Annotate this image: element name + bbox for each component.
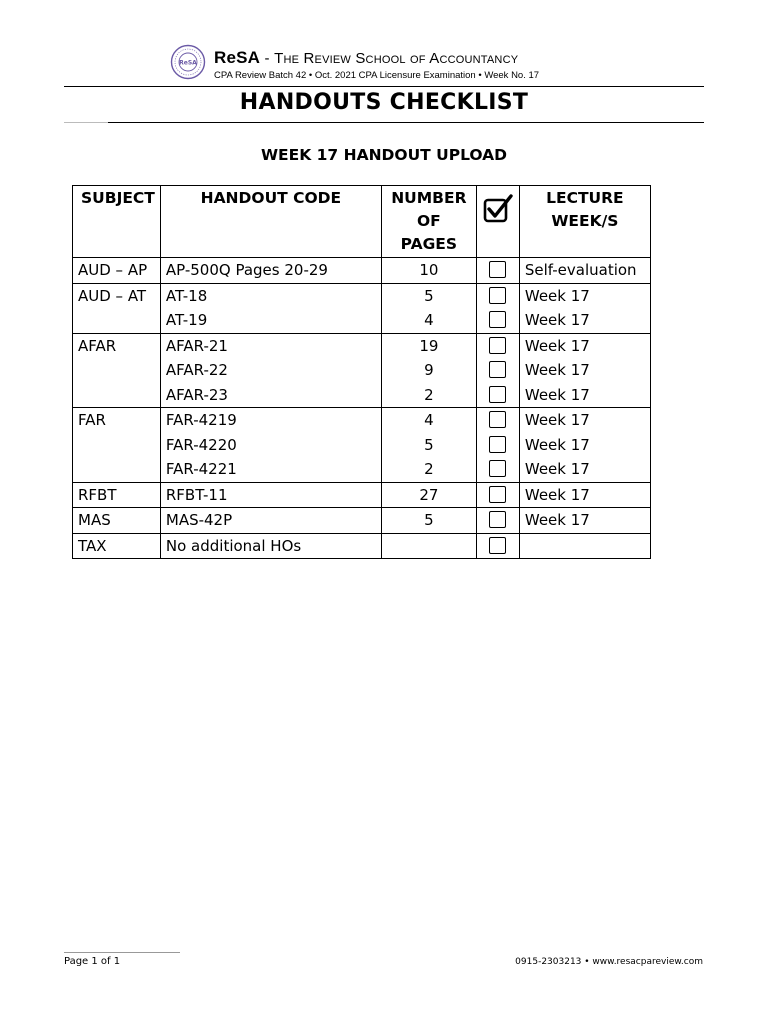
checkbox-cell (476, 508, 519, 534)
lecture-week: Week 17 (524, 311, 590, 329)
handout-code-cell (160, 533, 381, 559)
checkbox-row (482, 258, 514, 283)
table-row (73, 533, 651, 559)
handout-checkbox[interactable] (489, 511, 506, 528)
checkbox-row (482, 408, 514, 433)
checkbox-cell (476, 258, 519, 284)
handout-code-cell (160, 333, 381, 408)
page-count: 2 (424, 460, 434, 478)
handout-code: FAR-4221 (165, 460, 237, 478)
handout-checkbox[interactable] (489, 311, 506, 328)
pages-cell (381, 333, 476, 408)
page-count (387, 534, 471, 559)
header-pages-line1: NUMBER (391, 189, 467, 207)
subject-label: AUD – AP (78, 261, 148, 279)
lecture-week (525, 534, 645, 559)
handout-code: AFAR-23 (165, 385, 228, 404)
handout-checkbox[interactable] (489, 287, 506, 304)
lecture-week: Week 17 (524, 485, 590, 504)
handout-checkbox[interactable] (489, 361, 506, 378)
handout-code: No additional HOs (165, 536, 302, 555)
page-number: Page 1 of 1 (64, 956, 121, 967)
header-check (476, 186, 519, 258)
subject-cell (73, 258, 161, 284)
handout-code: FAR-4219 (165, 411, 237, 429)
pages-cell (381, 482, 476, 508)
lecture-week-cell (519, 508, 650, 534)
page-count: 4 (424, 311, 434, 329)
lecture-week-cell (519, 482, 650, 508)
page-title: HANDOUTS CHECKLIST (239, 90, 529, 115)
page-count: 4 (424, 411, 434, 429)
subject-label: RFBT (78, 485, 117, 504)
subject-label: MAS (78, 511, 111, 529)
handout-code-cell (160, 408, 381, 483)
handout-code-cell (160, 258, 381, 284)
lecture-week: Week 17 (524, 385, 590, 404)
subject-label: FAR (78, 411, 106, 429)
subject-cell (73, 508, 161, 534)
handout-checkbox[interactable] (489, 436, 506, 453)
checkbox-row (482, 334, 514, 359)
table-row (73, 258, 651, 284)
checkbox-row (482, 508, 514, 533)
handout-checkbox[interactable] (489, 337, 506, 354)
checkbox-row (482, 383, 514, 408)
subject-cell (73, 408, 161, 483)
table-row (73, 283, 651, 333)
school-name: The Review School of Accountancy (274, 50, 519, 67)
page-count: 5 (424, 511, 434, 529)
handout-code: FAR-4220 (165, 435, 237, 454)
subject-label: AFAR (78, 336, 117, 355)
lecture-week-cell (519, 283, 650, 333)
brand-name: ReSA (214, 48, 261, 67)
checkbox-row (482, 457, 514, 482)
header-subject: SUBJECT (73, 186, 161, 258)
page-count: 9 (424, 361, 434, 379)
header-number-of-pages (381, 186, 476, 258)
checkbox-cell (476, 408, 519, 483)
lecture-week: Week 17 (524, 336, 590, 355)
checkbox-cell (476, 533, 519, 559)
brand-separator: - (260, 50, 275, 67)
table-row (73, 482, 651, 508)
handout-code-cell (160, 283, 381, 333)
handout-code: AT-18 (165, 286, 208, 305)
pages-cell (381, 508, 476, 534)
handout-checkbox[interactable] (489, 537, 506, 554)
subject-cell (73, 283, 161, 333)
lecture-week-cell (519, 258, 650, 284)
footer-rule (64, 952, 180, 953)
checkbox-row (482, 534, 514, 559)
header-lecture-line2: WEEK/S (551, 212, 619, 230)
letterhead (170, 44, 690, 84)
svg-text:ReSA: ReSA (179, 59, 197, 67)
lecture-week: Self-evaluation (524, 261, 637, 279)
checkbox-row (482, 358, 514, 383)
lecture-week-cell (519, 333, 650, 408)
header-pages-line2: OF PAGES (400, 212, 458, 253)
page-count: 2 (424, 385, 434, 404)
resa-seal-logo (170, 44, 206, 80)
table-header-row (73, 186, 651, 258)
pages-cell (381, 533, 476, 559)
checkbox-cell (476, 283, 519, 333)
lecture-week: Week 17 (524, 511, 590, 529)
subject-label: TAX (78, 536, 107, 555)
lecture-week: Week 17 (524, 411, 590, 429)
header-rule-top (64, 86, 704, 87)
lecture-week: Week 17 (524, 361, 590, 379)
checkbox-row (482, 433, 514, 458)
organization-name (214, 48, 518, 68)
header-rule-bottom (64, 122, 704, 123)
lecture-week: Week 17 (524, 286, 590, 305)
table-row (73, 508, 651, 534)
page-count: 5 (424, 435, 434, 454)
handout-code-cell (160, 508, 381, 534)
subject-label: AUD – AT (78, 286, 147, 305)
handout-code: AFAR-22 (165, 361, 228, 379)
lecture-week: Week 17 (524, 435, 590, 454)
table-row (73, 408, 651, 483)
handout-code: RFBT-11 (165, 485, 228, 504)
pages-cell (381, 408, 476, 483)
page-count: 5 (424, 286, 434, 305)
subject-cell (73, 482, 161, 508)
checkbox-checked-icon (482, 193, 514, 225)
contact-info: 0915-2303213 • www.resacpareview.com (515, 957, 703, 967)
table-body (73, 258, 651, 559)
lecture-week-cell (519, 533, 650, 559)
table-row (73, 333, 651, 408)
page-count: 19 (419, 336, 439, 355)
header-lecture-weeks (519, 186, 650, 258)
checkbox-row (482, 284, 514, 309)
handout-checkbox[interactable] (489, 486, 506, 503)
checkbox-cell (476, 333, 519, 408)
checkbox-row (482, 308, 514, 333)
handout-checkbox[interactable] (489, 460, 506, 477)
header-handout-code: HANDOUT CODE (160, 186, 381, 258)
header-lecture-line1: LECTURE (546, 189, 624, 207)
handout-checkbox[interactable] (489, 261, 506, 278)
handouts-table (72, 185, 651, 559)
handout-checkbox[interactable] (489, 411, 506, 428)
subject-cell (73, 333, 161, 408)
page-count: 10 (419, 261, 439, 279)
handout-code: MAS-42P (165, 511, 233, 529)
subject-cell (73, 533, 161, 559)
pages-cell (381, 283, 476, 333)
handout-code: AFAR-21 (165, 336, 228, 355)
checkbox-row (482, 483, 514, 508)
lecture-week: Week 17 (524, 460, 590, 478)
handout-code-cell (160, 482, 381, 508)
header-rule-accent (64, 122, 108, 123)
pages-cell (381, 258, 476, 284)
lecture-week-cell (519, 408, 650, 483)
handout-code: AT-19 (165, 311, 208, 329)
checkbox-cell (476, 482, 519, 508)
handout-checkbox[interactable] (489, 386, 506, 403)
batch-info: CPA Review Batch 42 • Oct. 2021 CPA Licensure Examination • Week No. 17 (214, 70, 540, 81)
page-count: 27 (419, 485, 439, 504)
handout-code: AP-500Q Pages 20-29 (165, 261, 328, 279)
page-subtitle: WEEK 17 HANDOUT UPLOAD (260, 146, 508, 164)
